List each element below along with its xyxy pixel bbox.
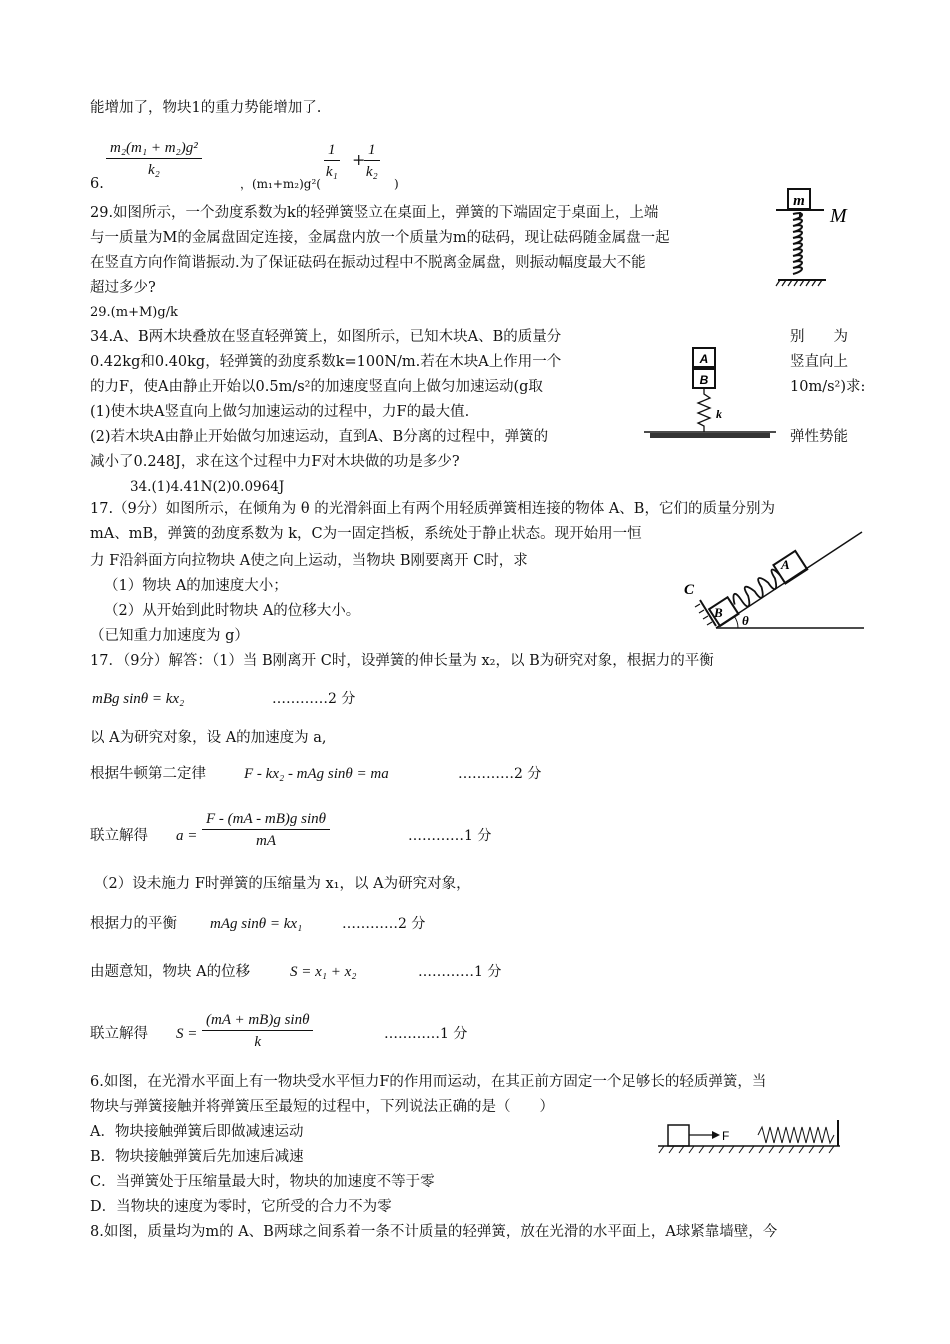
equation-2: F - kx₂ - mAg sinθ = ma (244, 766, 389, 782)
fig34-B-label: B (699, 373, 709, 387)
q34-line-right: 竖直向上 (790, 354, 848, 370)
equation-6-lhs: S = (176, 1026, 198, 1042)
score-mark: …………2 分 (458, 766, 542, 782)
q6-line: 6.如图，在光滑水平面上有一物块受水平恒力F的作用而运动，在其正前方固定一个足够长的轻质弹簧，当 (90, 1074, 767, 1090)
solution-line: 由题意知，物块 A的位移 (90, 964, 251, 980)
q34-answer: 34.(1)4.41N(2)0.0964J (130, 479, 285, 495)
solution-line: 17．（9分）解答：（1）当 B刚离开 C时，设弹簧的伸长量为 x₂，以 B为研究对象，根据力的平衡 (90, 653, 714, 669)
q17-line: （1）物块 A的加速度大小； (104, 578, 288, 594)
equation-3-fraction: $\frac{\text{F - (mA - mB)g sinθ}}{mA}$ (202, 809, 330, 852)
q17-line: （2）从开始到此时物块 A的位移大小。 (104, 603, 361, 619)
q17-line: 力 F沿斜面方向拉物块 A使之向上运动，当物块 B刚要离开 C时，求 (90, 553, 528, 569)
equation-4: mAg sinθ = kx₁ (210, 916, 303, 932)
score-mark: …………2 分 (272, 691, 356, 707)
q34-line-right: 弹性势能 (790, 429, 848, 445)
fraction-2b: $\frac{1}{\text{k₂}}$ (365, 142, 378, 180)
q6-option-c: C．当弹簧处于压缩量最大时，物块的加速度不等于零 (90, 1174, 435, 1190)
solution-line: 联立解得 (90, 828, 148, 844)
q29-answer: 29.(m+M)g/k (90, 305, 178, 320)
q34-line: 的力F，使A由静止开始以0.5m/s²的加速度竖直向上做匀加速运动(g取 (90, 379, 543, 395)
q34-line: 减小了0.248J，求在这个过程中力F对木块做的功是多少? (90, 454, 460, 470)
q34-line-right: 别 为 (790, 329, 848, 345)
answer-number: 6. (90, 176, 104, 192)
q34-line: 0.42kg和0.40kg，轻弹簧的劲度系数k=100N/m.若在木块A上作用一个 (90, 354, 562, 370)
equation-1: mBg sinθ = kx₂ (92, 691, 185, 707)
q17-line: 17.（9分）如图所示，在倾角为 θ 的光滑斜面上有两个用轻质弹簧相连接的物体 A、B，它们的质量分别为 (90, 501, 775, 517)
fig29-m-label: m (793, 193, 805, 209)
solution-line: 根据力的平衡 (90, 916, 177, 932)
q29-line: 超过多少? (90, 280, 156, 296)
q34-line: (1)使木块A竖直向上做匀加速运动的过程中，力F的最大值. (90, 404, 470, 420)
fig17-B-label: B (714, 605, 723, 620)
equation-3-lhs: a = (176, 828, 198, 844)
q17-line: （已知重力加速度为 g） (90, 628, 249, 644)
equation-6-fraction: $\frac{\text{(mA + mB)g sinθ}}{k}$ (202, 1010, 313, 1053)
score-mark: …………1 分 (408, 828, 492, 844)
q8-line: 8.如图，质量均为m的 A、B两球之间系着一条不计质量的轻弹簧，放在光滑的水平面上，A球紧靠墙壁，今 (90, 1224, 778, 1240)
score-mark: …………1 分 (418, 964, 502, 980)
fig34-k-label: k (716, 407, 722, 421)
solution-line: （2）设未施力 F时弹簧的压缩量为 x₁，以 A为研究对象， (94, 876, 471, 892)
q6-option-b: B．物块接触弹簧后先加速后减速 (90, 1149, 304, 1165)
fraction-2a: $\frac{1}{\text{k₁}}$ (325, 142, 338, 180)
figure-29-spring-plate (768, 184, 858, 290)
fig17-C-label: C (684, 582, 695, 598)
plus-sign: + (352, 150, 366, 169)
q29-line: 在竖直方向作简谐振动.为了保证砝码在振动过程中不脱离金属盘，则振动幅度最大不能 (90, 255, 646, 271)
text-line: 能增加了，物块1的重力势能增加了. (90, 100, 322, 116)
fig6-F-label: F (722, 1129, 730, 1143)
equation-5: S = x₁ + x₂ (290, 964, 357, 980)
fig17-theta-label: θ (742, 613, 749, 628)
fig34-A-label: A (699, 352, 709, 366)
q6-option-d: D．当物块的速度为零时，它所受的合力不为零 (90, 1199, 392, 1215)
fig17-A-label: A (781, 557, 790, 572)
q34-line: (2)若木块A由静止开始做匀加速运动，直到A、B分离的过程中，弹簧的 (90, 429, 549, 445)
q34-line: 34.A、B两木块叠放在竖直轻弹簧上，如图所示，已知木块A、B的质量分 (90, 329, 562, 345)
figure-17-incline (676, 520, 866, 635)
solution-line: 根据牛顿第二定律 (90, 766, 206, 782)
q29-line: 29.如图所示，一个劲度系数为k的轻弹簧竖立在桌面上，弹簧的下端固定于桌面上，上端 (90, 205, 659, 221)
q17-line: mA、mB，弹簧的劲度系数为 k，C为一固定挡板，系统处于静止状态。现开始用一恒 (90, 526, 642, 542)
solution-line: 以 A为研究对象，设 A的加速度为 a, (90, 730, 327, 746)
fraction-1: $\frac{\text{m₂(m₁ + m₂)g²}}{\text{k₂}}$ (106, 138, 202, 181)
answer-text: ，(m₁+m₂)g²( (240, 177, 321, 191)
figure-6-block-spring (654, 1116, 844, 1156)
q6-line: 物块与弹簧接触并将弹簧压至最短的过程中，下列说法正确的是（ ） (90, 1099, 554, 1115)
q6-option-a: A．物块接触弹簧后即做减速运动 (90, 1124, 304, 1140)
score-mark: …………1 分 (384, 1026, 468, 1042)
q29-line: 与一质量为M的金属盘固定连接，金属盘内放一个质量为m的砝码，现让砝码随金属盘一起 (90, 230, 670, 246)
solution-line: 联立解得 (90, 1026, 148, 1042)
fig29-M-label: M (830, 205, 847, 227)
figure-34-stacked-blocks (640, 346, 780, 446)
score-mark: …………2 分 (342, 916, 426, 932)
q34-line-right: 10m/s²)求: (790, 379, 866, 395)
answer-text-end: ) (394, 177, 399, 191)
